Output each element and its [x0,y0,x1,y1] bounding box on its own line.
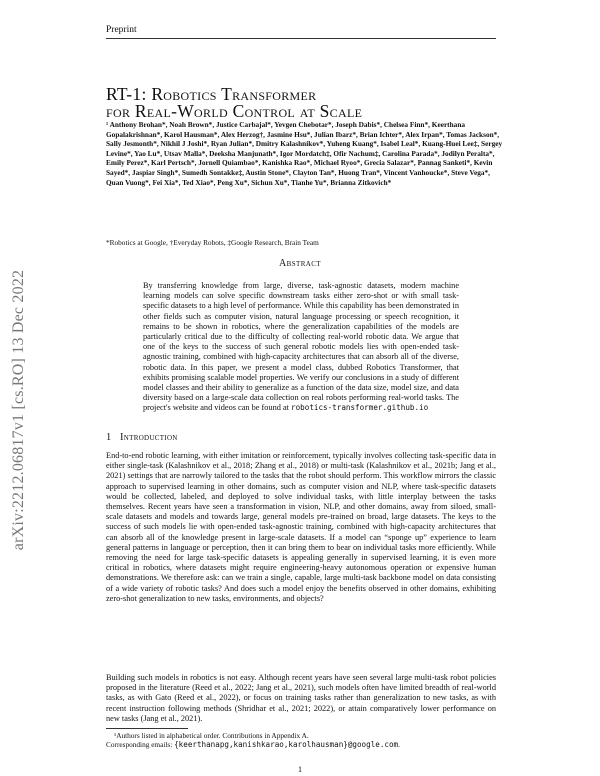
intro-paragraph-1: End-to-end robotic learning, with either imitation or reinforcement, typically involves collecting task-specific data in either single-task (Kalashnikov et al., 2018; Zhang et al., 2018) or multi-task (Kalashnikov et al., 2021b; Jang et al., 2021) settings that are narrowly tailored to the tasks that the robot should perform. This workflow mirrors the classic approach to supervised learning in other domains, such as computer vision and NLP, where task-specific datasets would be collected, labeled, and deployed to solve individual tasks, with little interplay between the tasks themselves. Recent years have seen a transformation in vision, NLP, and other domains, away from siloed, small-scale datasets and models and towards large, general models pre-trained on broad, large datasets. The keys to the success of such models lie with open-ended task-agnostic training, combined with high-capacity architectures that can absorb all of the knowledge present in large-scale datasets. If a model can “sponge up” experience to learn general patterns in language or perception, then it can bring them to bear on individual tasks more efficiently. While removing the need for large task-specific datasets is appealing generally in supervised learning, it is even more critical in robotics, where datasets might require engineering-heavy autonomous operation or expensive human demonstrations. We therefore ask: can we train a single, capable, large multi-task backbone model on data consisting of a wide variety of robotic tasks? And does such a model enjoy the benefits observed in other domains, exhibiting zero-shot generalization to new tasks, environments, and objects? [106,451,496,603]
emails-period: . [398,740,400,749]
emails-label: Corresponding emails: [106,740,175,749]
section-number: 1 [106,432,112,443]
footnote-rule [106,728,188,729]
intro-paragraph-2: Building such models in robotics is not easy. Although recent years have seen several large multi-task robot policies proposed in the literature (Reed et al., 2022; Jang et al., 2021), such models often have limited breadth of real-world tasks, as with Gato (Reed et al., 2022), or focus on training tasks rather than generalization to new tasks, as with recent instruction following methods (Shridhar et al., 2021; 2022), or attain comparatively lower performance on new tasks (Jang et al., 2021). [106,673,496,723]
paper-title-line-2: for Real-World Control at Scale [106,101,363,121]
footnote-authors-order: ¹Authors listed in alphabetical order. Contributions in Appendix A. [114,731,309,740]
author-list: ¹ Anthony Brohan*, Noah Brown*, Justice Carbajal*, Yevgen Chebotar*, Joseph Dabis*, Chelsea Finn*, Keerthana Gopalakrishnan*, Karol Hausman*, Alex Herzog†, Jasmine Hsu*, Julian Ibarz*, Brian Ichter*, Alex Irpan*, Tomas Jackson*, Sally Jesmonth*, Nikhil J Joshi*, Ryan Julian*, Dmitry Kalashnikov*, Yuheng Kuang*, Isabel Leal*, Kuang-Huei Lee‡, Sergey Levine*, Yao Lu*, Utsav Malla*, Deeksha Manjunath*, Igor Mordatch‡, Ofir Nachum‡, Carolina Parada*, Jodilyn Peralta*, Emily Perez*, Karl Pertsch*, Jornell Quiambao*, Kanishka Rao*, Michael Ryoo*, Grecia Salazar*, Pannag Sanketi*, Kevin Sayed*, Jaspiar Singh*, Sumedh Sontakke‡, Austin Stone*, Clayton Tan*, Huong Tran*, Vincent Vanhoucke*, Steve Vega*, Quan Vuong*, Fei Xia*, Ted Xiao*, Peng Xu*, Sichun Xu*, Tianhe Yu*, Brianna Zitkovich* [106,120,503,187]
page-number: 1 [297,764,303,774]
email-addresses[interactable]: {keerthanapg,kanishkarao,karolhausman}@google.com [174,740,399,749]
arxiv-identifier[interactable]: arXiv:2212.06817v1 [cs.RO] 13 Dec 2022 [10,269,27,551]
arxiv-sidebar-stamp [11,240,27,580]
footnote-corresponding-emails [106,740,400,749]
affiliations: *Robotics at Google, †Everyday Robots, ‡Google Research, Brain Team [106,238,319,247]
project-website-link[interactable]: robotics-transformer.github.io [291,403,429,413]
section-heading-introduction [106,432,178,443]
abstract-text: By transferring knowledge from large, diverse, task-agnostic datasets, modern machine learning models can solve specific downstream tasks either zero-shot or with small task-specific datasets to a high level of performance. While this capability has been demonstrated in other fields such as computer vision, natural language processing or speech recognition, it remains to be shown in robotics, where the generalization capabilities of the models are particularly critical due to the difficulty of collecting real-world robotic data. We argue that one of the keys to the success of such general robotic models lies with open-ended task-agnostic training, combined with high-capacity architectures that can absorb all of the diverse, robotic data. In this paper, we present a model class, dubbed Robotics Transformer, that exhibits promising scalable model properties. We verify our conclusions in a study of different model classes and their ability to generalize as a function of the data size, model size, and data diversity based on a large-scale data collection on real robots performing real-world tasks. The project's website and videos can be found at [143,281,459,413]
section-title: Introduction [120,432,178,443]
abstract-body [143,281,459,414]
running-head: Preprint [106,25,137,35]
paper-title-line-1: RT-1: Robotics Transformer [106,84,317,104]
abstract-heading: Abstract [279,258,321,269]
header-rule [106,38,496,39]
